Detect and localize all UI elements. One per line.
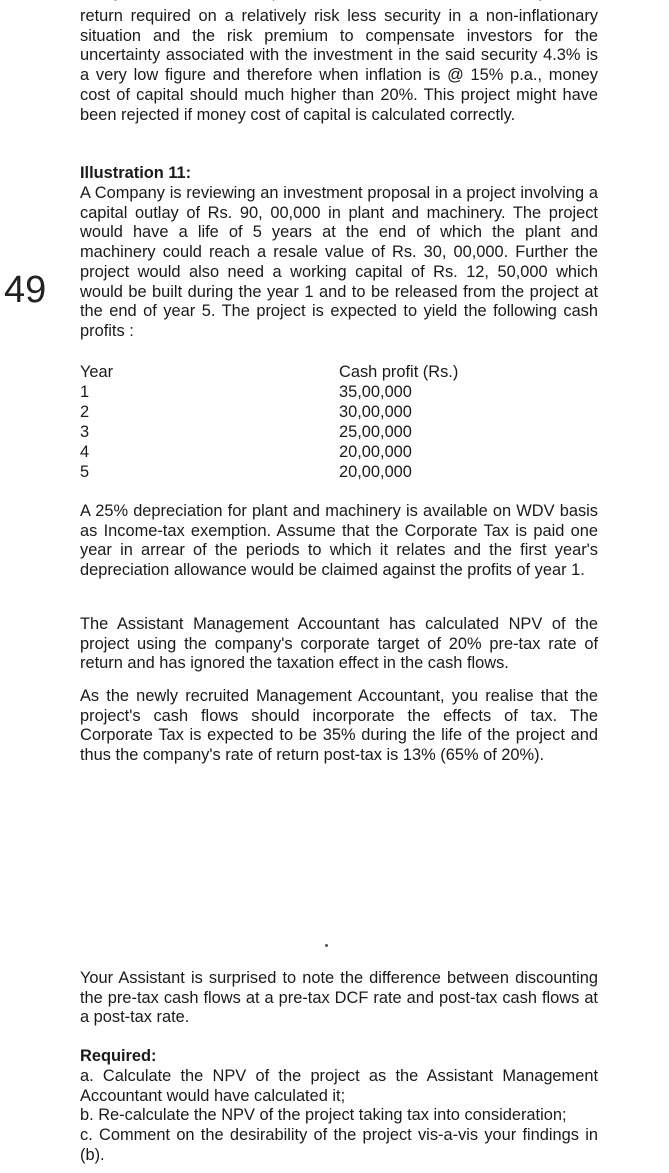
surprised-paragraph: Your Assistant is surprised to note the difference between discounting the pre-tax cash flows at a pre-tax DCF rate and post-tax cash flows at a post-tax rate. <box>80 969 598 1027</box>
table-row-cash: 20,00,000 <box>339 463 412 481</box>
cash-header: Cash profit (Rs.) <box>339 363 459 381</box>
year-column <box>80 362 113 482</box>
illustration-heading: Illustration 11: <box>80 164 192 182</box>
table-row-cash: 20,00,000 <box>339 443 412 461</box>
table-row-cash: 35,00,000 <box>339 383 412 401</box>
required-item-c: c. Comment on the desirability of the project vis-a-vis your findings in (b). <box>80 1126 598 1164</box>
page-number: 49 <box>4 269 47 311</box>
year-header: Year <box>80 363 114 381</box>
recruited-paragraph: As the newly recruited Management Accountant, you realise that the project's cash flows should incorporate the effects of tax. The Corporate Tax is expected to be 35% during the life of the project and thus the company's rate of return post-tax is 13% (65% of 20%). <box>80 687 598 765</box>
illustration-paragraph: A Company is reviewing an investment proposal in a project involving a capital outlay of Rs. 90, 00,000 in plant and machinery. The project would have a life of 5 years at the end of which the plant and machinery could reach a resale value of Rs. 30, 00,000. Further the project would also need a working capital of Rs. 12, 50,000 which would be built during the year 1 and to be released from the project at the end of year 5. The project is expected to yield the following cash profits : <box>80 184 598 340</box>
clipped-previous-line <box>80 0 598 4</box>
table-row-year: 5 <box>80 463 90 481</box>
required-heading: Required: <box>80 1047 157 1065</box>
intro-paragraph: return required on a relatively risk less security in a non-inflationary situation and the risk premium to compensate investors for the uncertainty associated with the investment in the said security 4.3% is a very low figure and therefore when inflation is @ 15% p.a., money cost of capital should much higher than 20%. This project might have been rejected if money cost of capital is calculated correctly. <box>80 7 598 124</box>
table-row-year: 1 <box>80 383 90 401</box>
table-row-cash: 30,00,000 <box>339 403 412 421</box>
depreciation-paragraph: A 25% depreciation for plant and machinery is available on WDV basis as Income-tax exemption. Assume that the Corporate Tax is paid one year in arrear of the periods to which it relates and the first year's depreciation allowance would be claimed against the profits of year 1. <box>80 502 598 580</box>
table-row-year: 4 <box>80 443 90 461</box>
required-item-b: b. Re-calculate the NPV of the project taking tax into consideration; <box>80 1106 567 1125</box>
table-row-year: 2 <box>80 403 90 421</box>
stray-dot <box>325 944 328 947</box>
cash-column <box>339 362 458 482</box>
table-row-cash: 25,00,000 <box>339 423 412 441</box>
assistant-paragraph: The Assistant Management Accountant has calculated NPV of the project using the company's corporate target of 20% pre-tax rate of return and has ignored the taxation effect in the cash flows. <box>80 615 598 673</box>
table-row-year: 3 <box>80 423 90 441</box>
required-list <box>80 1067 598 1166</box>
required-item-a: a. Calculate the NPV of the project as the Assistant Management Accountant would have calculated it; <box>80 1067 598 1105</box>
